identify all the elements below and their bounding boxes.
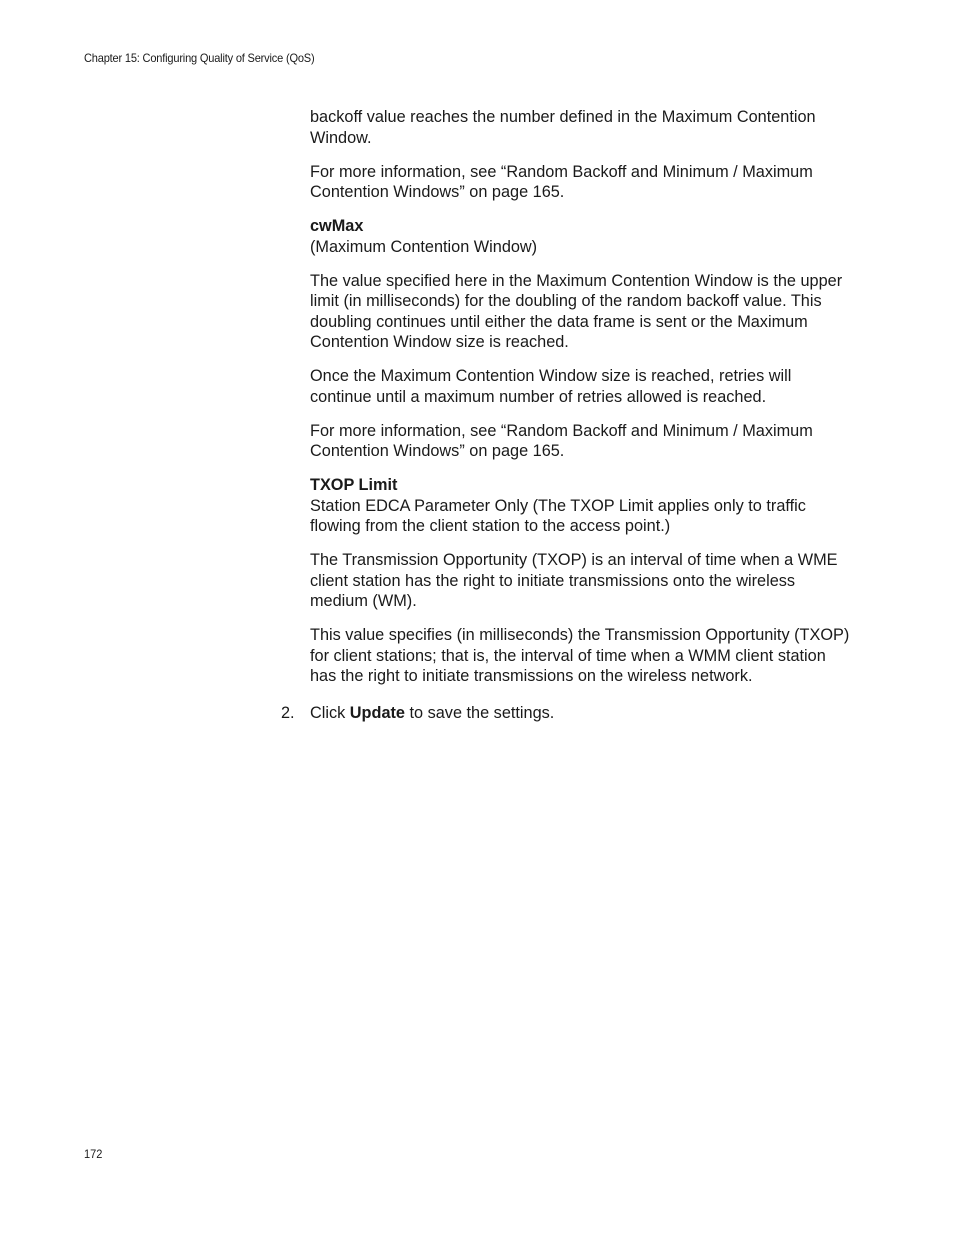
cwmax-paragraph-2: Once the Maximum Contention Window size is reached, retries will continue until a maximum number of retries allowed is reached.	[310, 367, 792, 406]
step-text-prefix: Click	[310, 703, 350, 722]
step-number: 2.	[281, 703, 295, 722]
step-2	[281, 703, 855, 724]
txop-paragraph-2: This value specifies (in milliseconds) the Transmission Opportunity (TXOP) for client stations; that is, the interval of time when a WMM client station has the right to initiate transmissions on the wireless network.	[310, 626, 850, 685]
page-content	[281, 107, 855, 723]
cwmax-paragraph-3: For more information, see “Random Backoff and Minimum / Maximum Contention Windows” on page 165.	[310, 421, 813, 460]
cwmax-paragraph-1: The value specified here in the Maximum Contention Window is the upper limit (in milliseconds) for the doubling of the random backoff value. This doubling continues until either the data frame is sent or the Maximum Contention Window size is reached.	[310, 271, 843, 351]
page-number: 172	[84, 1147, 103, 1161]
cwmax-definition	[310, 216, 855, 257]
update-keyword: Update	[349, 703, 405, 722]
txop-paragraph-1: The Transmission Opportunity (TXOP) is an interval of time when a WME client station has the right to initiate transmissions onto the wireless medium (WM).	[310, 551, 838, 610]
step-text-suffix: to save the settings.	[404, 703, 555, 722]
txop-term: TXOP Limit	[310, 476, 398, 494]
paragraph-more-info-1: For more information, see “Random Backoff and Minimum / Maximum Contention Windows” on page 165.	[310, 162, 813, 201]
paragraph-backoff-continued: backoff value reaches the number defined in the Maximum Contention Window.	[310, 108, 816, 147]
running-header: Chapter 15: Configuring Quality of Service (QoS)	[84, 51, 315, 65]
txop-definition	[310, 475, 855, 537]
cwmax-term: cwMax	[310, 217, 364, 235]
txop-subtitle: Station EDCA Parameter Only (The TXOP Limit applies only to traffic flowing from the client station to the access point.)	[310, 496, 806, 535]
cwmax-subtitle: (Maximum Contention Window)	[310, 237, 538, 256]
